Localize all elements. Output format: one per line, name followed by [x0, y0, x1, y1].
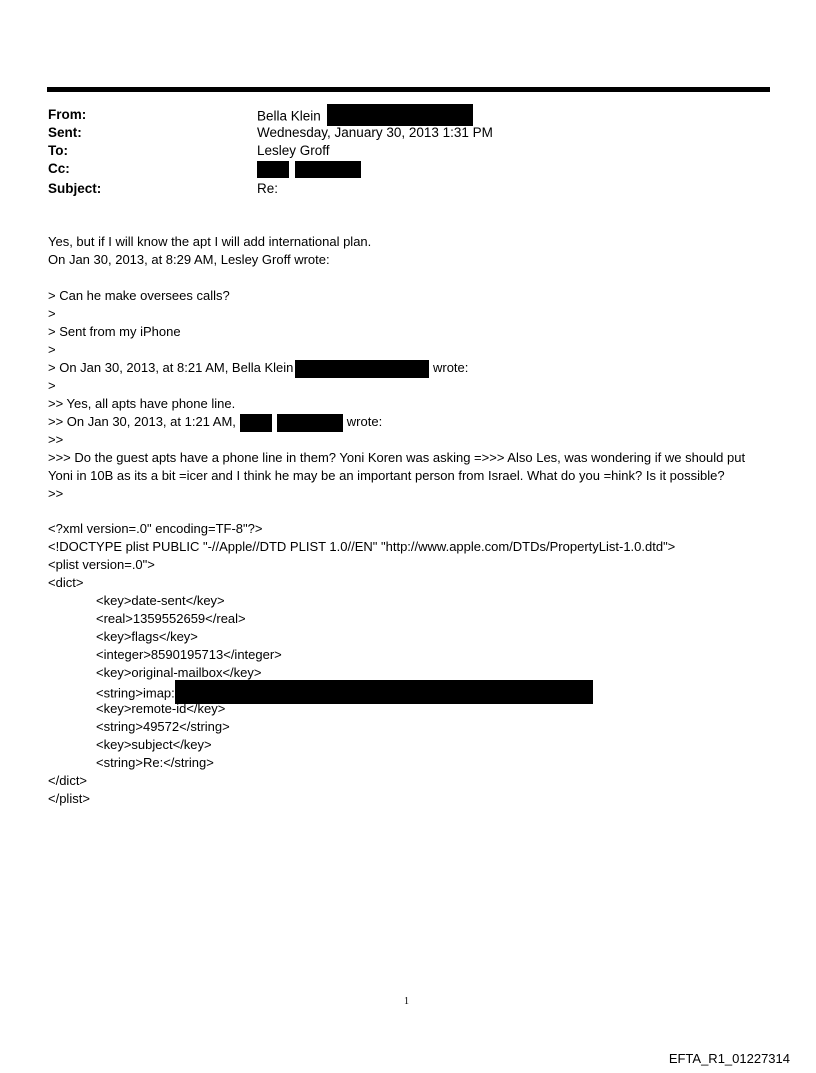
quote-intro: On Jan 30, 2013, at 8:29 AM, Lesley Groff wrote: [48, 252, 330, 267]
document-id: EFTA_R1_01227314 [668, 1051, 790, 1066]
plist-line: <string>imap: [96, 682, 593, 706]
to-value: Lesley Groff [257, 143, 330, 158]
quoted-line: > [48, 306, 56, 321]
plist-line: <integer>8590195713</integer> [96, 647, 282, 662]
quoted-line: >> On Jan 30, 2013, at 1:21 AM, wrote: [48, 413, 382, 432]
redaction-block [295, 161, 361, 178]
sent-label: Sent: [48, 125, 82, 140]
quoted-line: > Can he make oversees calls? [48, 288, 230, 303]
header-rule [47, 87, 770, 92]
from-value: Bella Klein [257, 106, 473, 128]
plist-line: <plist version=.0"> [48, 557, 155, 572]
quoted-line: >> [48, 486, 64, 501]
plist-line: <key>original-mailbox</key> [96, 665, 262, 680]
quoted-line: > [48, 342, 56, 357]
plist-line: <key>date-sent</key> [96, 593, 225, 608]
plist-line: <dict> [48, 575, 84, 590]
plist-line: <key>subject</key> [96, 737, 212, 752]
sent-value: Wednesday, January 30, 2013 1:31 PM [257, 125, 493, 140]
from-label: From: [48, 107, 87, 122]
quoted-line: > Sent from my iPhone [48, 324, 181, 339]
redaction-block [257, 161, 289, 178]
redaction-block [327, 104, 473, 126]
reply-line: Yes, but if I will know the apt I will add international plan. [48, 234, 372, 249]
plist-line: </dict> [48, 773, 88, 788]
plist-line: <string>Re:</string> [96, 755, 214, 770]
plist-line: </plist> [48, 791, 90, 806]
plist-line: <key>remote-id</key> [96, 701, 226, 716]
redaction-block [295, 360, 429, 378]
quoted-line: > [48, 378, 56, 393]
plist-line: <real>1359552659</real> [96, 611, 246, 626]
subject-value: Re: [257, 181, 279, 196]
redaction-block [175, 680, 593, 704]
page-number: 1 [404, 996, 409, 1007]
quoted-paragraph: >>> Do the guest apts have a phone line in them? Yoni Koren was asking =>>> Also Les, was wondering if we should put Yoni in 10B as its a bit =icer and I think he may be an important person from Israel. What do you =hink? Is it possible? [48, 450, 746, 483]
redaction-block [240, 414, 272, 432]
cc-value [257, 160, 361, 178]
quoted-line: >> Yes, all apts have phone line. [48, 396, 236, 411]
quoted-line: >> [48, 432, 64, 447]
to-label: To: [48, 143, 68, 158]
subject-label: Subject: [48, 181, 102, 196]
quoted-line: > On Jan 30, 2013, at 8:21 AM, Bella Klein wrote: [48, 359, 468, 378]
plist-line: <key>flags</key> [96, 629, 198, 644]
plist-line: <!DOCTYPE plist PUBLIC "-//Apple//DTD PLIST 1.0//EN" "http://www.apple.com/DTDs/PropertyList-1.0.dtd"> [48, 539, 676, 554]
redaction-block [277, 414, 343, 432]
plist-line: <?xml version=.0" encoding=TF-8"?> [48, 521, 263, 536]
plist-line: <string>49572</string> [96, 719, 230, 734]
cc-label: Cc: [48, 161, 70, 176]
